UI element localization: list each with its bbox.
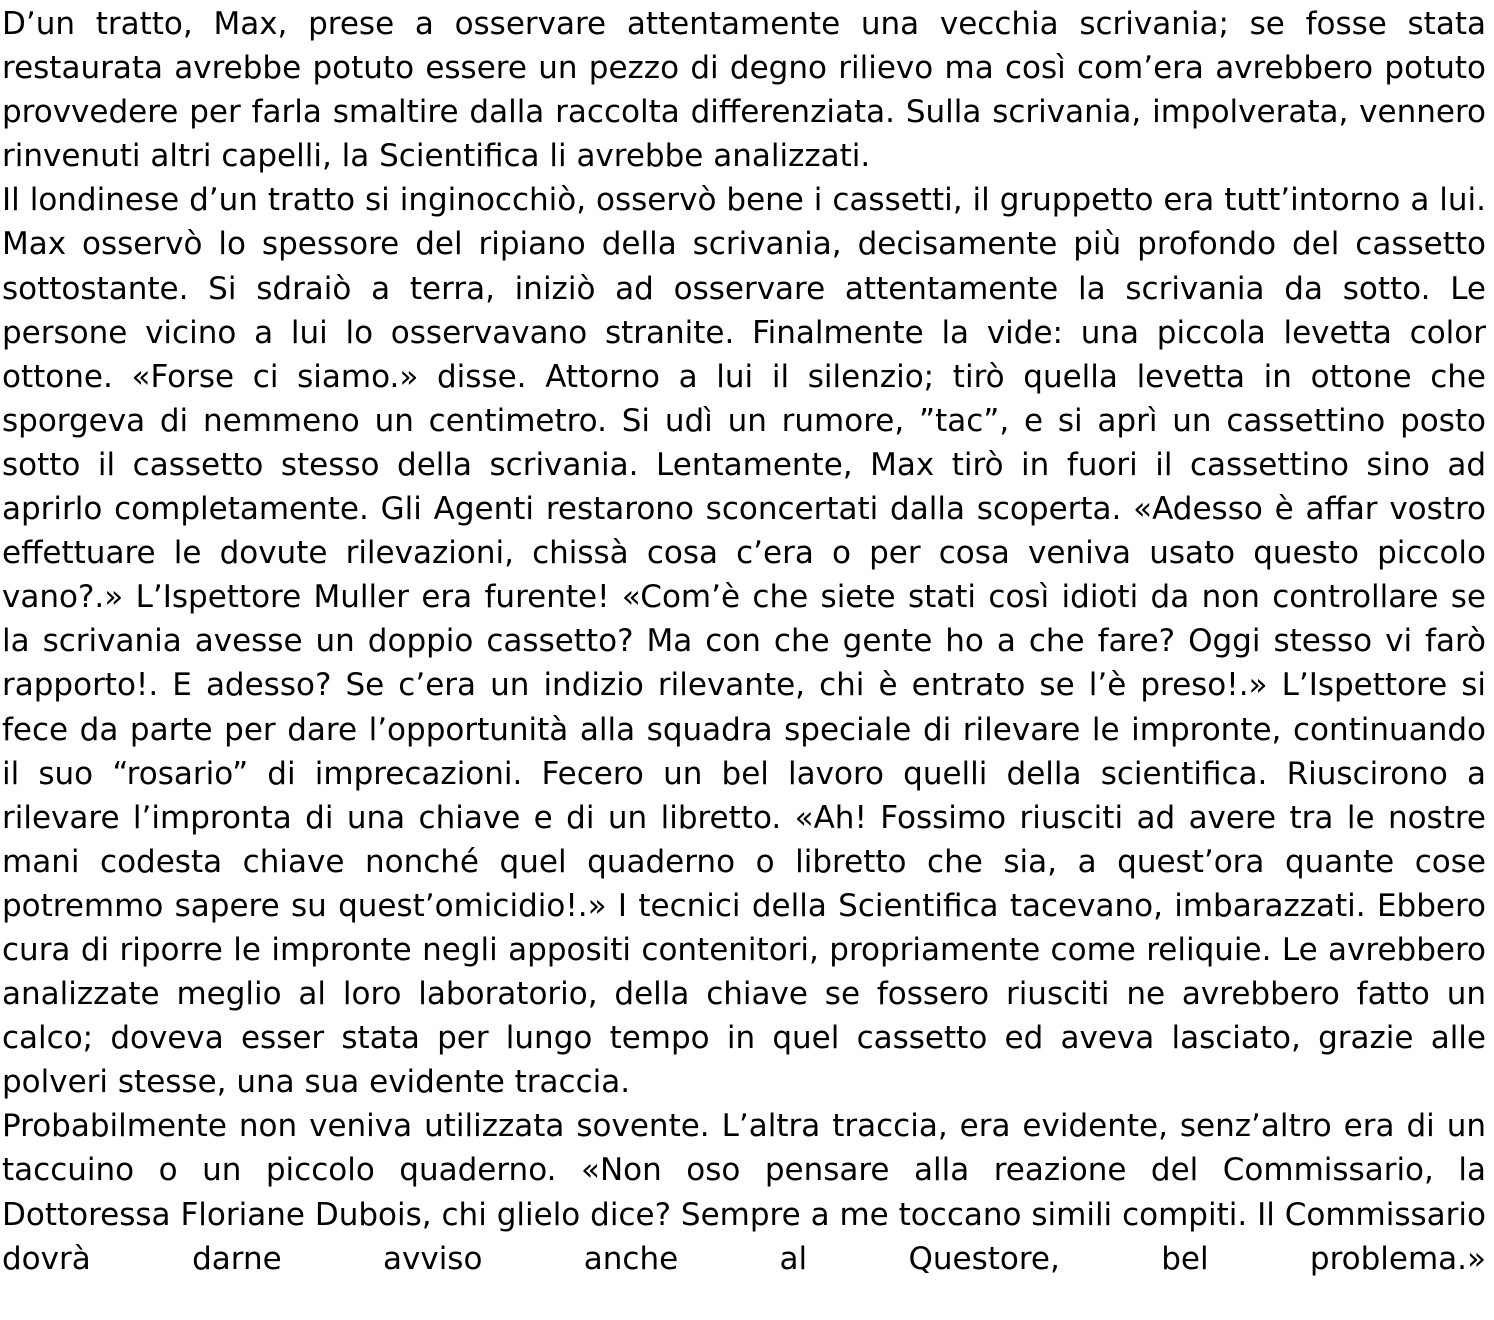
paragraph-desk-description: D’un tratto, Max, prese a osservare attentamente una vecchia scrivania; se fosse stata restaurata avrebbe potuto essere un pezzo di degno rilievo ma così com’era avrebbero potuto provvedere per farla smaltire dalla raccolta differenziata. Sulla scrivania, impolverata, vennero rinvenuti altri capelli, la Scientifica li avrebbe analizzati. (2, 6, 1486, 175)
paragraph-hidden-drawer: Il londinese d’un tratto si inginocchiò, osservò bene i cassetti, il gruppetto era tutt’intorno a lui. Max osservò lo spessore del ripiano della scrivania, decisamente più profondo del cassetto sottostante. Si sdraiò a terra, iniziò ad osservare attentamente la scrivania da sotto. Le persone vicino a lui lo osservavano stranite. Finalmente la vide: una piccola levetta color ottone. «Forse ci siamo.» disse. Attorno a lui il silenzio; tirò quella levetta in ottone che sporgeva di nemmeno un centimetro. Si udì un rumore, ”tac”, e si aprì un cassettino posto sotto il cassetto stesso della scrivania. Lentamente, Max tirò in fuori il cassettino sino ad aprirlo completamente. Gli Agenti restarono sconcertati dalla scoperta. «Adesso è affar vostro effettuare le dovute rilevazioni, chissà cosa c’era o per cosa veniva usato questo piccolo vano?.» L’Ispettore Muller era furente! «Com’è che siete stati così idioti da non controllare se la scrivania avesse un doppio cassetto? Ma con che gente ho a che fare? Oggi stesso vi farò rapporto!. E adesso? Se c’era un indizio rilevante, chi è entrato se l’è preso!.» L’Ispettore si fece da parte per dare l’opportunità alla squadra speciale di rilevare le impronte, continuando il suo “rosario” di imprecazioni. Fecero un bel lavoro quelli della scientifica. Riuscirono a rilevare l’impronta di una chiave e di un libretto. «Ah! Fossimo riusciti ad avere tra le nostre mani codesta chiave nonché quel quaderno o libretto che sia, a quest’ora quante cose potremmo sapere su quest’omicidio!.» I tecnici della Scientifica tacevano, imbarazzati. Ebbero cura di riporre le impronte negli appositi contenitori, propriamente come reliquie. Le avrebbero analizzate meglio al loro laboratorio, della chiave se fossero riusciti ne avrebbero fatto un calco; doveva esser stata per lungo tempo in quel cassetto ed aveva lasciato, grazie alle polveri stesse, una sua evidente traccia. (2, 182, 1486, 1101)
paragraph-notebook-trace: Probabilmente non veniva utilizzata sovente. L’altra traccia, era evidente, senz’altro era di un taccuino o un piccolo quaderno. «Non oso pensare alla reazione del Commissario, la Dottoressa Floriane Dubois, chi glielo dice? Sempre a me toccano simili compiti. Il Commissario dovrà darne avviso anche al Questore, bel problema.» (2, 1108, 1486, 1277)
